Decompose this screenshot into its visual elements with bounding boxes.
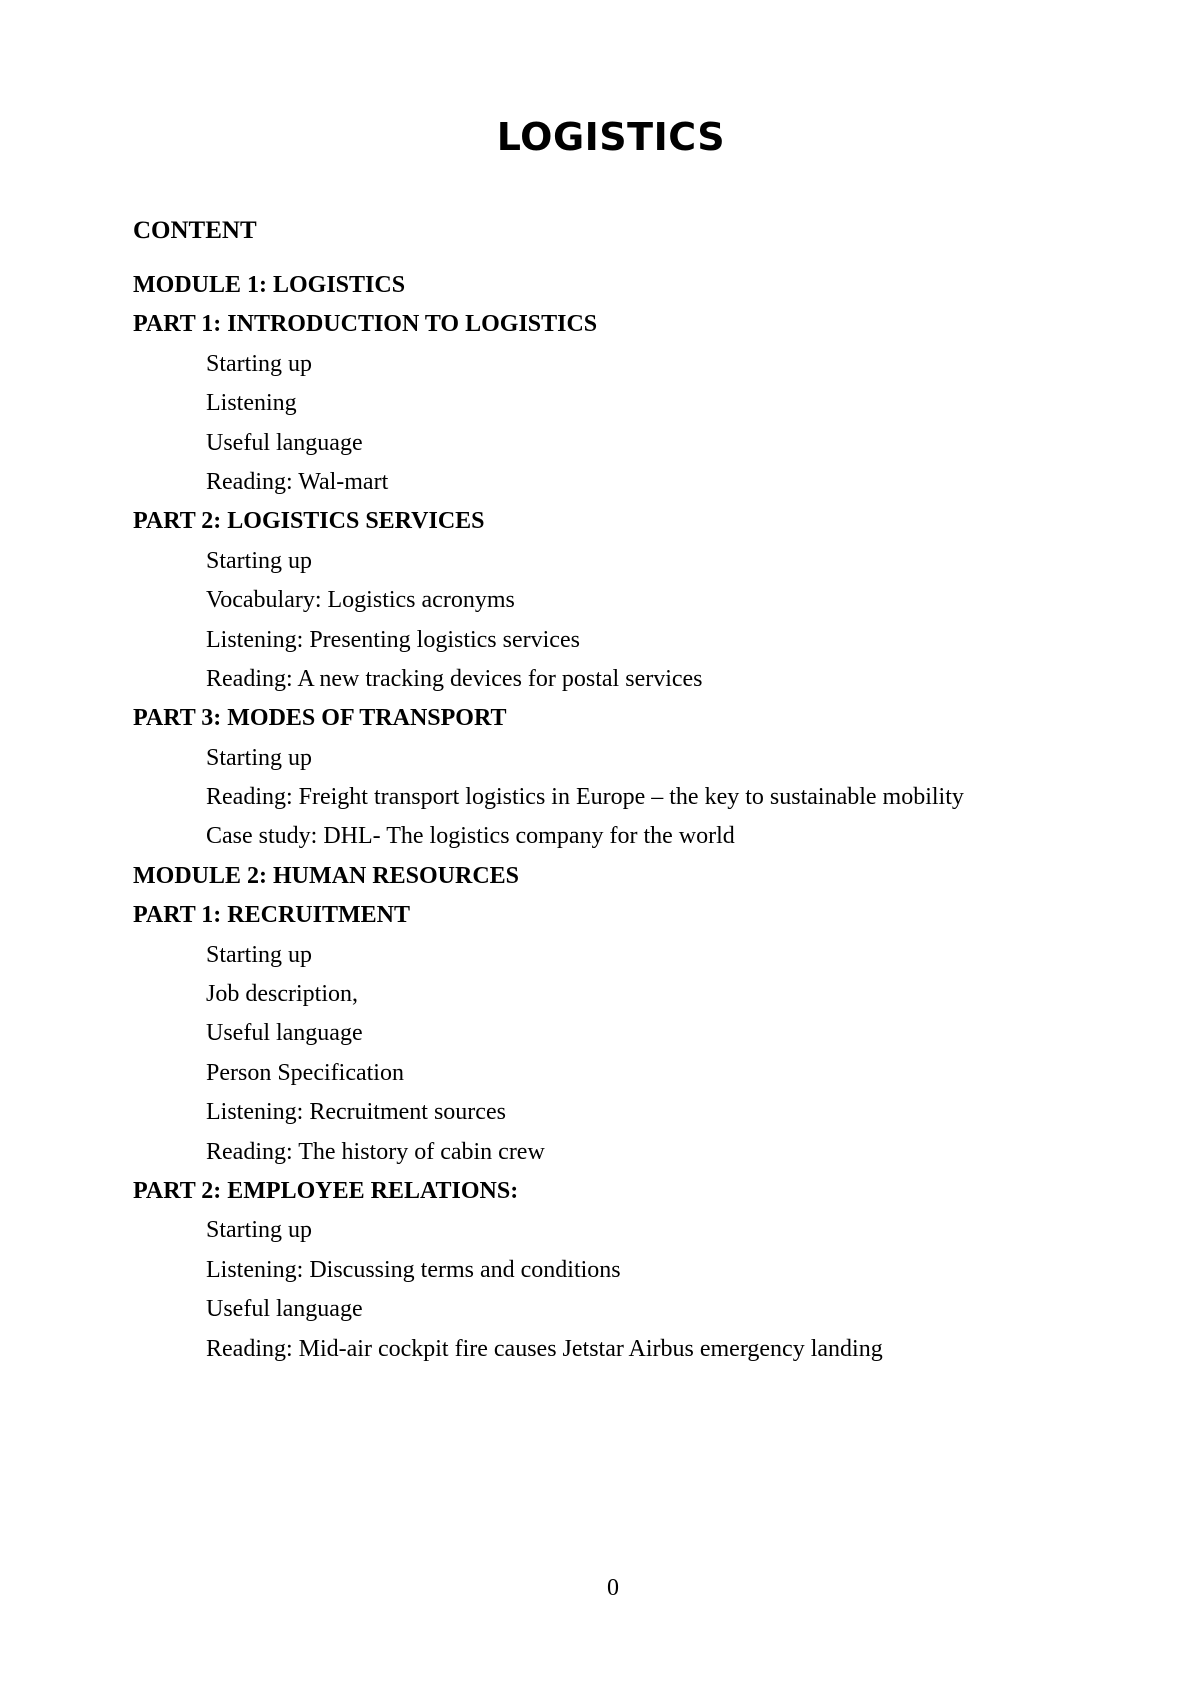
toc-section-heading: PART 2: EMPLOYEE RELATIONS:: [133, 1177, 519, 1204]
toc-entry: Reading: The history of cabin crew: [206, 1138, 545, 1165]
toc-entry: Starting up: [206, 547, 312, 574]
page-title: LOGISTICS: [496, 115, 726, 159]
toc-entry: Listening: Recruitment sources: [206, 1099, 506, 1126]
toc-entry: Starting up: [206, 350, 312, 377]
toc-entry: Starting up: [206, 744, 312, 771]
toc-entry: Useful language: [206, 1020, 363, 1047]
toc-entry: Useful language: [206, 429, 363, 456]
toc-entry: Job description,: [206, 981, 358, 1008]
toc-entry: Person Specification: [206, 1059, 404, 1086]
toc-entry: Starting up: [206, 1217, 312, 1244]
content-heading: CONTENT: [133, 217, 257, 244]
toc-entry: Vocabulary: Logistics acronyms: [206, 587, 515, 614]
toc-entry: Listening: Presenting logistics services: [206, 626, 580, 653]
toc-section-heading: PART 1: RECRUITMENT: [133, 902, 410, 929]
toc-entry: Reading: Wal-mart: [206, 468, 389, 495]
toc-section-heading: MODULE 1: LOGISTICS: [133, 272, 406, 298]
toc-entry: Case study: DHL- The logistics company for the world: [206, 823, 735, 850]
toc-section-heading: PART 2: LOGISTICS SERVICES: [133, 508, 485, 535]
toc-entry: Useful language: [206, 1296, 363, 1323]
toc-entry: Reading: A new tracking devices for postal services: [206, 665, 703, 692]
toc-entry: Reading: Mid-air cockpit fire causes Jetstar Airbus emergency landing: [206, 1335, 883, 1362]
toc-entry: Reading: Freight transport logistics in Europe – the key to sustainable mobility: [206, 784, 964, 811]
table-of-contents: [133, 266, 1133, 1369]
toc-section-heading: PART 1: INTRODUCTION TO LOGISTICS: [133, 311, 598, 338]
toc-entry: Listening: Discussing terms and conditions: [206, 1256, 621, 1283]
toc-section-heading: MODULE 2: HUMAN RESOURCES: [133, 862, 520, 889]
page-number: 0: [607, 1575, 619, 1601]
toc-section-heading: PART 3: MODES OF TRANSPORT: [133, 705, 507, 732]
toc-entry: Starting up: [206, 941, 312, 968]
toc-entry: Listening: [206, 390, 297, 417]
